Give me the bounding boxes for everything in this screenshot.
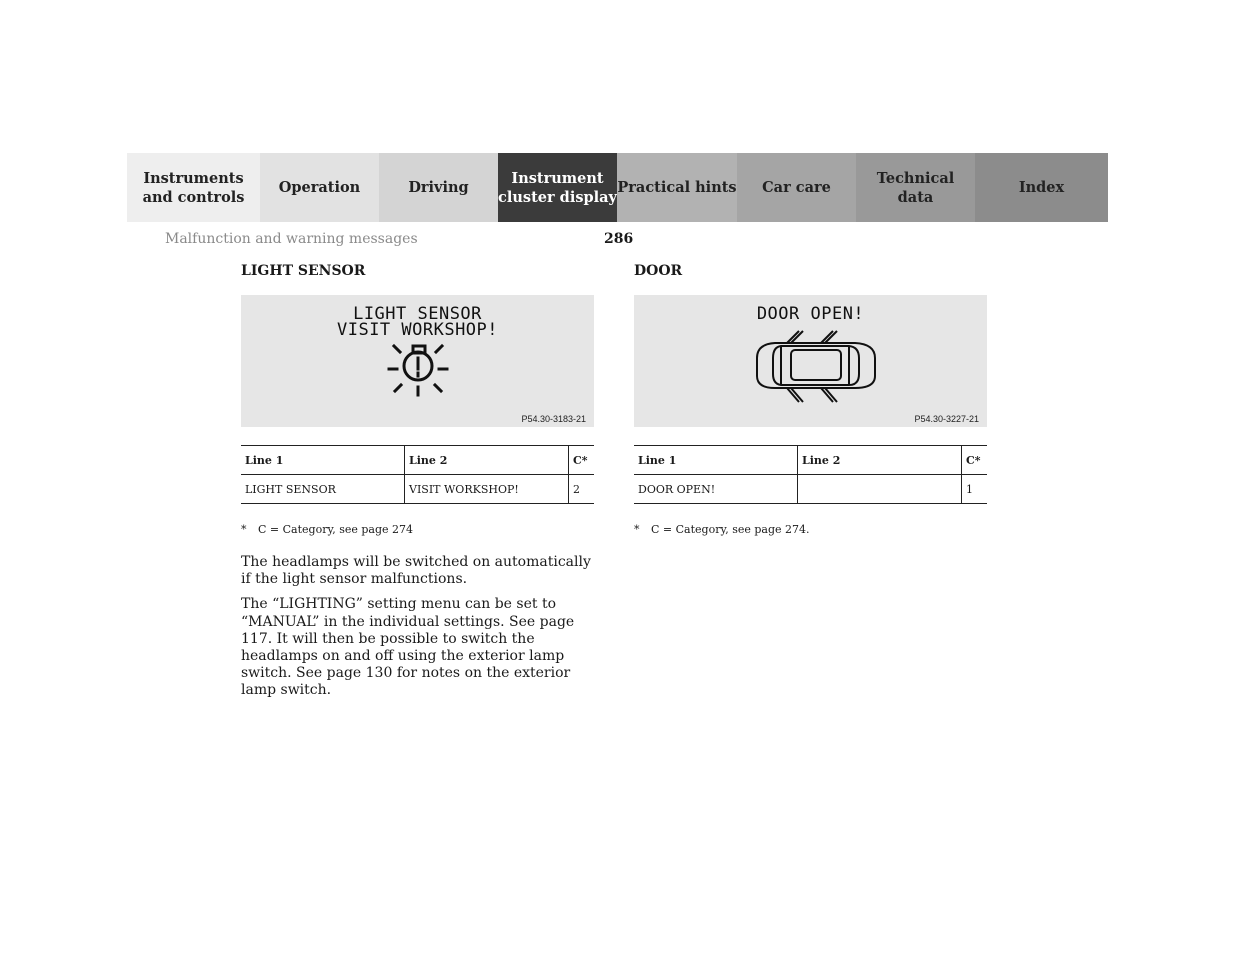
tab-practical-hints[interactable]: Practical hints <box>617 153 737 222</box>
column-header-category: C* <box>569 446 595 475</box>
car-doors-open-icon <box>751 330 879 406</box>
light-sensor-title: LIGHT SENSOR <box>241 263 366 279</box>
figure-reference: P54.30-3183-21 <box>521 414 586 424</box>
paragraph: The headlamps will be switched on automatically if the light sensor malfunctions. <box>241 554 591 588</box>
footnote-marker: * <box>241 523 247 536</box>
light-sensor-display <box>241 295 594 427</box>
tab-operation[interactable]: Operation <box>260 153 379 222</box>
bulb-warning-icon <box>383 341 453 403</box>
door-message-table <box>634 445 987 504</box>
footnote-marker: * <box>634 523 640 536</box>
footnote-text: C = Category, see page 274. <box>651 523 810 536</box>
cell-line2: VISIT WORKSHOP! <box>405 475 569 504</box>
footnote-text: C = Category, see page 274 <box>258 523 414 536</box>
tab-technical-data[interactable]: Technical data <box>856 153 975 222</box>
door-display <box>634 295 987 427</box>
cell-line2 <box>798 475 962 504</box>
column-header-line1: Line 1 <box>241 446 405 475</box>
table-row <box>241 475 594 504</box>
column-header-line2: Line 2 <box>798 446 962 475</box>
tab-driving[interactable]: Driving <box>379 153 498 222</box>
cell-category: 2 <box>569 475 595 504</box>
table-row <box>634 475 987 504</box>
cell-category: 1 <box>962 475 988 504</box>
column-header-category: C* <box>962 446 988 475</box>
table-header-row <box>634 446 987 475</box>
column-header-line1: Line 1 <box>634 446 798 475</box>
tab-instrument-cluster-display[interactable]: Instrument cluster display <box>498 153 617 222</box>
column-header-line2: Line 2 <box>405 446 569 475</box>
display-line-2: VISIT WORKSHOP! <box>336 320 499 340</box>
door-title: DOOR <box>634 263 683 279</box>
cell-line1: LIGHT SENSOR <box>241 475 405 504</box>
chapter-tabs <box>127 153 1108 222</box>
tab-car-care[interactable]: Car care <box>737 153 856 222</box>
page-number: 286 <box>604 231 634 247</box>
section-heading: Malfunction and warning messages <box>165 231 418 247</box>
table-header-row <box>241 446 594 475</box>
light-sensor-description <box>241 554 601 708</box>
door-footnote <box>634 523 810 536</box>
tab-instruments-and-controls[interactable]: Instruments and controls <box>127 153 260 222</box>
cell-line1: DOOR OPEN! <box>634 475 798 504</box>
display-line-1: LIGHT SENSOR <box>353 304 482 324</box>
tab-index[interactable]: Index <box>975 153 1108 222</box>
light-sensor-message-table <box>241 445 594 504</box>
paragraph: The “LIGHTING” setting menu can be set to “MANUAL” in the individual settings. See page 117. It will then be possible to switch the headlamps on and off using the exterior lamp switch. See page 130 for notes on the exterior lamp switch. <box>241 596 575 699</box>
display-line-1: DOOR OPEN! <box>756 304 865 324</box>
figure-reference: P54.30-3227-21 <box>914 414 979 424</box>
light-sensor-footnote <box>241 523 413 536</box>
